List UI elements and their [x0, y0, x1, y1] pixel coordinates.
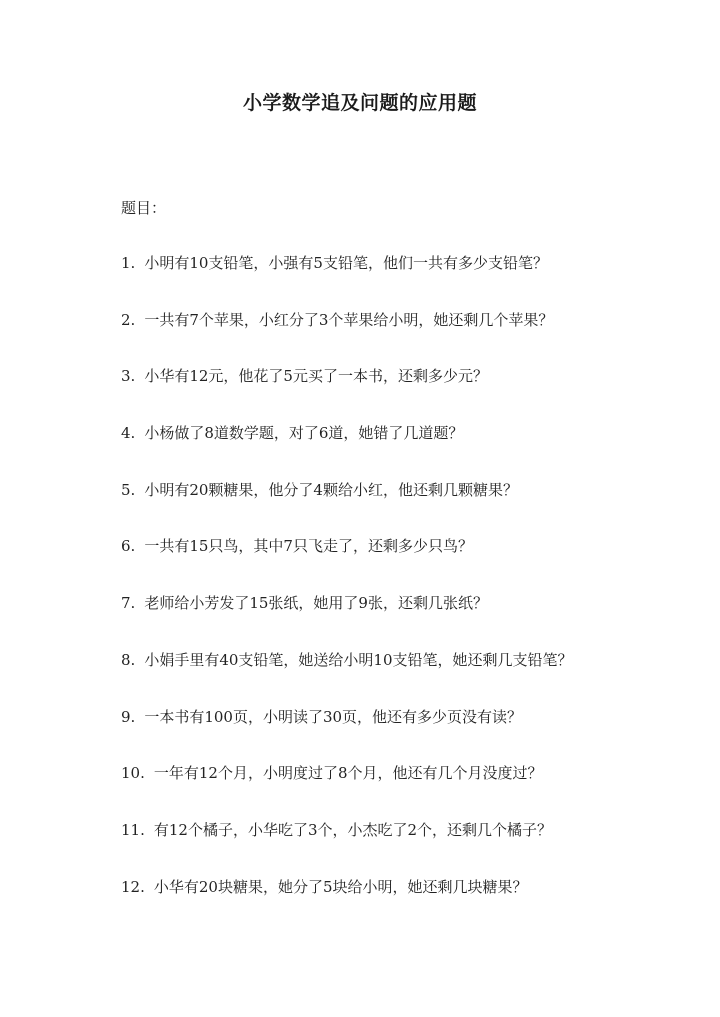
question-text: 小杨做了8道数学题，对了6道，她错了几道题？ [144, 424, 464, 443]
question-text: 小华有12元，他花了5元买了一本书，还剩多少元？ [144, 367, 488, 386]
question-number: 6. [121, 537, 136, 556]
question-number: 2. [121, 310, 136, 329]
question-text: 一共有7个苹果，小红分了3个苹果给小明，她还剩几个苹果？ [144, 310, 554, 329]
question-number: 4. [121, 424, 136, 443]
question-text: 老师给小芳发了15张纸，她用了9张，还剩几张纸？ [144, 594, 488, 613]
question-text: 小娟手里有40支铅笔，她送给小明10支铅笔，她还剩几支铅笔？ [144, 650, 573, 669]
question-item [121, 252, 681, 309]
question-list [121, 252, 681, 932]
question-number: 3. [121, 367, 136, 386]
question-item [121, 365, 681, 422]
question-text: 一年有12个月，小明度过了8个月，他还有几个月没度过？ [153, 764, 543, 783]
question-number: 8. [121, 650, 136, 669]
question-item [121, 479, 681, 536]
question-text: 一共有15只鸟，其中7只飞走了，还剩多少只鸟？ [144, 537, 473, 556]
question-number: 7. [121, 594, 136, 613]
question-item [121, 535, 681, 592]
question-item [121, 762, 681, 819]
question-item [121, 819, 681, 876]
question-number: 5. [121, 480, 136, 499]
question-text: 一本书有100页，小明读了30页，他还有多少页没有读？ [144, 707, 523, 726]
question-item [121, 309, 681, 366]
question-number: 10. [121, 764, 145, 783]
question-number: 11. [121, 820, 145, 839]
question-item [121, 422, 681, 479]
question-item [121, 876, 681, 933]
question-item [121, 649, 681, 706]
question-text: 小华有20块糖果，她分了5块给小明，她还剩几块糖果？ [153, 877, 528, 896]
question-text: 小明有20颗糖果，他分了4颗给小红，他还剩几颗糖果？ [144, 480, 518, 499]
question-item [121, 592, 681, 649]
question-item [121, 706, 681, 763]
question-text: 小明有10支铅笔，小强有5支铅笔，他们一共有多少支铅笔？ [144, 254, 548, 272]
question-number: 12. [121, 877, 145, 896]
question-text: 有12个橘子，小华吃了3个，小杰吃了2个，还剩几个橘子？ [153, 820, 553, 839]
question-number: 9. [121, 707, 136, 726]
question-number: 1. [121, 254, 136, 272]
document-title: 小学数学追及问题的应用题 [242, 92, 477, 114]
section-label: 题目： [121, 199, 167, 217]
